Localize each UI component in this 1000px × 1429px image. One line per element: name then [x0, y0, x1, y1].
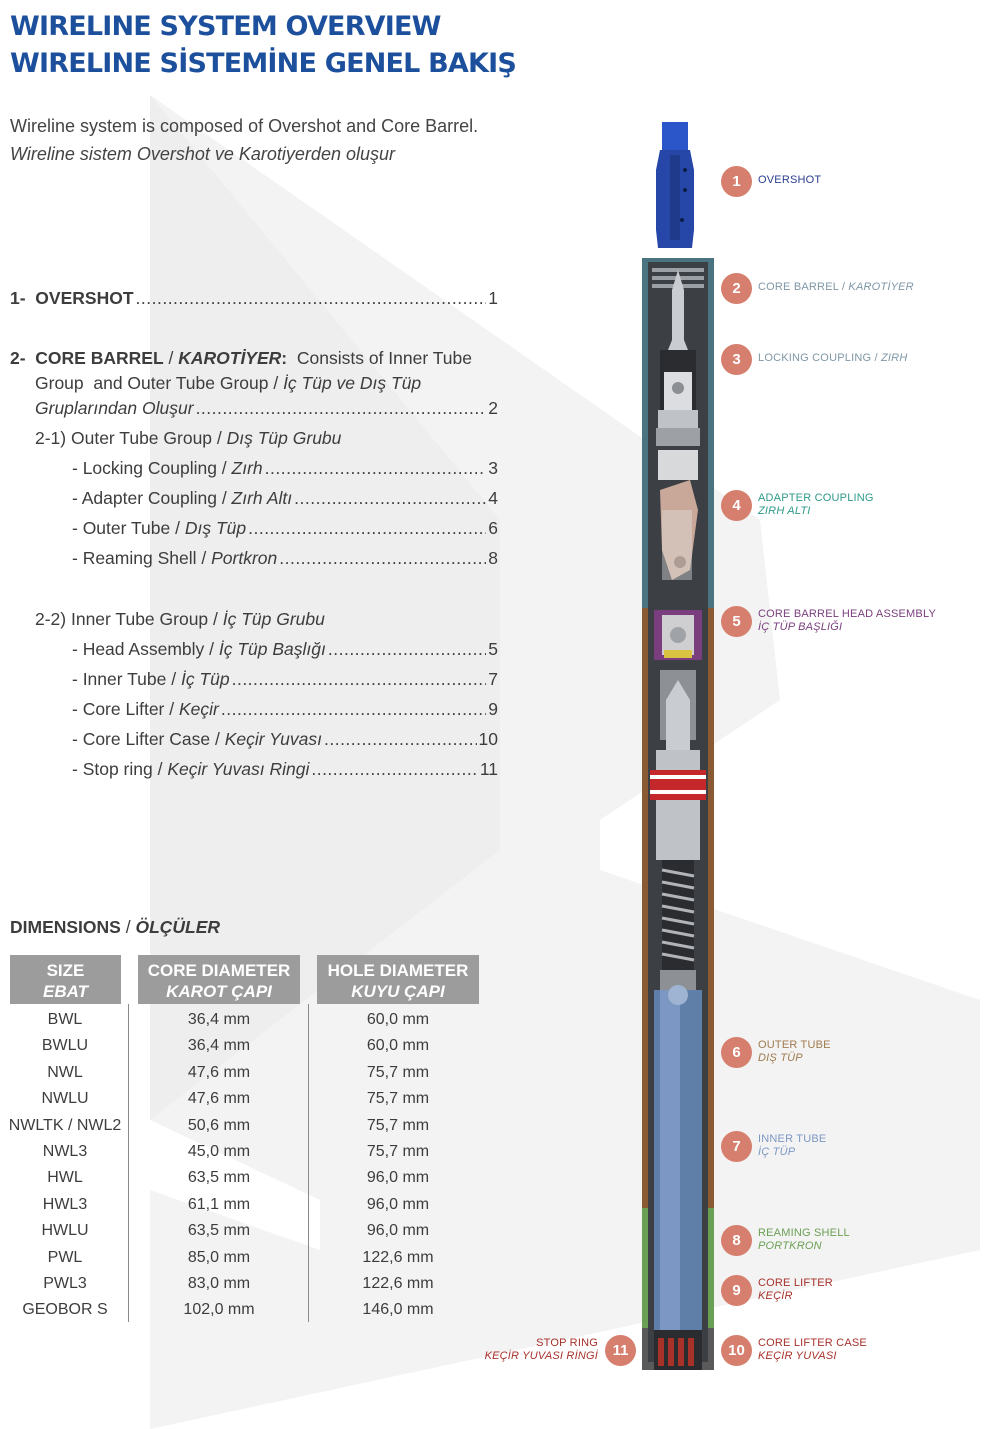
- size-cell: PWL3: [43, 1275, 87, 1292]
- toc-item-label-tr: Keçir Yuvası Ringi: [167, 759, 310, 779]
- leader-dots: [221, 699, 486, 720]
- header-en: CORE DIAMETER: [147, 961, 291, 980]
- title-en: WIRELINE SYSTEM OVERVIEW: [10, 11, 441, 42]
- overshot-illustration: [656, 122, 694, 248]
- header-tr: KUYU ÇAPI: [351, 982, 445, 1001]
- size-cell: NWLU: [41, 1090, 89, 1108]
- toc-page: 7: [488, 669, 498, 689]
- part-label-9: [758, 1277, 833, 1303]
- size-cell: BWL: [47, 1011, 83, 1028]
- core-diameter-cell: 63,5 mm: [187, 1222, 251, 1240]
- toc-item: [72, 488, 498, 509]
- hole-diameter-cell: 60,0 mm: [366, 1011, 430, 1028]
- part-label-en: CORE LIFTER: [758, 1277, 833, 1289]
- toc-item: [72, 518, 498, 539]
- toc-desc-tr: Gruplarından Oluşur: [35, 398, 194, 418]
- hole-diameter-cell: 75,7 mm: [366, 1063, 430, 1081]
- core-diameter-cell: 83,0 mm: [187, 1275, 251, 1292]
- part-label-tr: ZIRH: [881, 352, 908, 364]
- size-cell: HWLU: [41, 1222, 89, 1240]
- size-cell: BWLU: [41, 1037, 89, 1055]
- part-label-en: OVERSHOT: [758, 174, 822, 186]
- toc-item: [72, 669, 498, 690]
- part-marker-5: 5: [721, 606, 752, 637]
- part-label-tr: İÇ TÜP: [758, 1146, 796, 1158]
- toc-item-label-tr: Portkron: [211, 548, 278, 568]
- part-marker-4: 4: [721, 490, 752, 521]
- part-label-en: OUTER TUBE: [758, 1039, 831, 1051]
- part-label-5: [758, 608, 936, 634]
- toc-item-label-tr: Keçir Yuvası: [224, 729, 322, 749]
- toc-page: 1: [488, 288, 498, 308]
- intro-en: Wireline system is composed of Overshot and Core Barrel.: [10, 116, 479, 136]
- part-label-en: REAMING SHELL: [758, 1227, 850, 1239]
- part-label-tr: PORTKRON: [758, 1240, 822, 1252]
- part-label-8: [758, 1227, 850, 1253]
- core-diameter-cell: 63,5 mm: [187, 1169, 251, 1187]
- leader-dots: [328, 639, 486, 660]
- intro-tr: Wireline sistem Overshot ve Karotiyerden oluşur: [10, 144, 395, 164]
- leader-dots: [232, 669, 487, 690]
- toc-page: 3: [488, 458, 498, 478]
- toc-group-label: 2-2) Inner Tube Group /: [35, 609, 223, 629]
- part-label-tr: İÇ TÜP BAŞLIĞI: [758, 621, 843, 633]
- toc-item-label-tr: Dış Tüp: [184, 518, 247, 538]
- toc-label-tr: KAROTİYER: [178, 348, 282, 368]
- toc-item-label-tr: İç Tüp Başlığı: [218, 639, 326, 659]
- leader-dots: [136, 288, 487, 309]
- hole-diameter-cell: 75,7 mm: [366, 1116, 430, 1134]
- header-hole-diameter: [317, 955, 479, 1004]
- core-diameter-cell: 50,6 mm: [187, 1116, 251, 1134]
- hole-diameter-cell: 60,0 mm: [366, 1037, 430, 1055]
- part-label-tr: DIŞ TÜP: [758, 1052, 803, 1064]
- toc-item: [72, 458, 498, 479]
- toc-item: [72, 699, 498, 720]
- hole-diameter-cell: 122,6 mm: [362, 1275, 434, 1292]
- size-cell: NWL3: [42, 1143, 88, 1160]
- part-label-1: [758, 174, 821, 187]
- part-marker-11: 11: [605, 1335, 636, 1366]
- header-tr: KAROT ÇAPI: [166, 982, 272, 1001]
- leader-dots: [311, 759, 477, 780]
- part-label-tr: ZIRH ALTI: [758, 505, 811, 517]
- header-en: SIZE: [46, 961, 85, 980]
- dimensions-sep: /: [120, 917, 136, 937]
- size-cell: GEOBOR S: [22, 1301, 108, 1319]
- core-diameter-cell: 102,0 mm: [183, 1301, 255, 1319]
- toc-page: 4: [488, 488, 498, 508]
- dimensions-title-tr: ÖLÇÜLER: [135, 917, 221, 937]
- toc-group-label: 2-1) Outer Tube Group /: [35, 428, 227, 448]
- column-divider: [308, 1004, 309, 1322]
- leader-dots: [279, 548, 486, 569]
- part-label-en: CORE BARREL HEAD ASSEMBLY: [758, 608, 936, 620]
- size-cell: HWL3: [42, 1195, 88, 1213]
- part-label-en: CORE LIFTER CASE: [758, 1337, 867, 1349]
- toc-core-barrel-line3: [35, 398, 498, 419]
- part-marker-3: 3: [721, 344, 752, 375]
- part-marker-6: 6: [721, 1037, 752, 1068]
- size-cell: PWL: [47, 1248, 83, 1266]
- toc-page: 8: [488, 548, 498, 568]
- core-diameter-cell: 47,6 mm: [187, 1090, 251, 1108]
- toc-num: 2-: [10, 348, 26, 368]
- dimensions-title: [10, 917, 220, 938]
- toc-item-label-tr: Keçir: [178, 699, 219, 719]
- toc-page: 11: [479, 759, 498, 779]
- part-label-en: ADAPTER COUPLING: [758, 492, 874, 504]
- toc-item: [72, 639, 498, 660]
- intro: [10, 112, 478, 168]
- core-diameter-cell: 36,4 mm: [187, 1011, 251, 1028]
- part-label-4: [758, 492, 874, 518]
- toc-item-label: - Core Lifter Case /: [72, 729, 225, 749]
- size-cell: HWL: [47, 1169, 83, 1187]
- part-label-11: [485, 1337, 598, 1363]
- part-marker-7: 7: [721, 1131, 752, 1162]
- toc-overshot: [10, 288, 498, 309]
- part-marker-9: 9: [721, 1275, 752, 1306]
- toc-page: 6: [488, 518, 498, 538]
- hole-diameter-cell: 96,0 mm: [366, 1195, 430, 1213]
- toc-item-label-tr: İç Tüp: [180, 669, 230, 689]
- leader-dots: [196, 398, 487, 419]
- part-label-en: CORE BARREL /: [758, 281, 849, 293]
- toc-item-label-tr: Zırh Altı: [231, 488, 293, 508]
- hole-diameter-cell: 122,6 mm: [362, 1248, 434, 1266]
- leader-dots: [265, 458, 487, 479]
- toc-item: [72, 548, 498, 569]
- toc-item-label: - Outer Tube /: [72, 518, 185, 538]
- part-label-7: [758, 1133, 826, 1159]
- toc-desc-tr: İç Tüp ve Dış Tüp: [283, 373, 422, 393]
- part-marker-10: 10: [721, 1335, 752, 1366]
- hole-diameter-cell: 146,0 mm: [362, 1301, 434, 1319]
- toc-outer-group: [35, 428, 341, 449]
- part-label-en: STOP RING: [536, 1337, 598, 1349]
- header-tr: EBAT: [42, 982, 88, 1001]
- part-label-tr: KEÇİR YUVASI: [758, 1350, 837, 1362]
- part-label-en: INNER TUBE: [758, 1133, 827, 1145]
- part-label-tr: KAROTİYER: [848, 281, 914, 293]
- toc-item: [72, 729, 498, 750]
- size-cell: NWLTK / NWL2: [8, 1116, 122, 1134]
- toc-desc: Group and Outer Tube Group /: [35, 373, 284, 393]
- toc-label: OVERSHOT: [35, 288, 134, 308]
- column-divider: [128, 1004, 129, 1322]
- toc-page: 10: [478, 729, 498, 749]
- hole-diameter-cell: 75,7 mm: [366, 1143, 430, 1160]
- leader-dots: [324, 729, 477, 750]
- core-diameter-cell: 47,6 mm: [187, 1063, 251, 1081]
- toc-item-label: - Adapter Coupling /: [72, 488, 232, 508]
- dimensions-title-en: DIMENSIONS: [10, 917, 121, 937]
- toc-group-label-tr: İç Tüp Grubu: [222, 609, 325, 629]
- toc-page: 5: [488, 639, 498, 659]
- core-diameter-cell: 45,0 mm: [187, 1143, 251, 1160]
- part-label-2: [758, 281, 914, 294]
- toc-item-label: - Core Lifter /: [72, 699, 179, 719]
- toc-num: 1-: [10, 288, 26, 308]
- toc-item: [72, 759, 498, 780]
- header-en: HOLE DIAMETER: [327, 961, 469, 980]
- toc-sep: /: [163, 348, 179, 368]
- toc-inner-group: [35, 609, 325, 630]
- size-cell: NWL: [47, 1063, 83, 1081]
- part-label-10: [758, 1337, 867, 1363]
- toc-colon: :: [281, 348, 288, 368]
- title-tr: WIRELINE SİSTEMİNE GENEL BAKIŞ: [10, 48, 517, 79]
- core-diameter-cell: 85,0 mm: [187, 1248, 251, 1266]
- part-label-3: [758, 352, 907, 365]
- hole-diameter-cell: 96,0 mm: [366, 1169, 430, 1187]
- toc-item-label: - Locking Coupling /: [72, 458, 232, 478]
- toc-item-label: - Head Assembly /: [72, 639, 219, 659]
- toc-group-label-tr: Dış Tüp Grubu: [226, 428, 342, 448]
- leader-dots: [294, 488, 486, 509]
- toc-item-label: - Stop ring /: [72, 759, 168, 779]
- leader-dots: [248, 518, 486, 539]
- core-diameter-cell: 36,4 mm: [187, 1037, 251, 1055]
- toc-page: 2: [488, 398, 498, 418]
- toc-label: CORE BARREL: [35, 348, 164, 368]
- part-label-6: [758, 1039, 831, 1065]
- toc-item-label: - Inner Tube /: [72, 669, 181, 689]
- core-diameter-cell: 61,1 mm: [187, 1195, 251, 1213]
- part-label-tr: KEÇİR: [758, 1290, 793, 1302]
- part-label-en: LOCKING COUPLING /: [758, 352, 881, 364]
- page-title: [10, 8, 516, 82]
- toc-page: 9: [488, 699, 498, 719]
- part-marker-1: 1: [721, 166, 752, 197]
- header-core-diameter: [138, 955, 300, 1004]
- toc-item-label-tr: Zırh: [231, 458, 263, 478]
- part-marker-2: 2: [721, 273, 752, 304]
- hole-diameter-cell: 75,7 mm: [366, 1090, 430, 1108]
- toc-core-barrel-line1: [10, 348, 498, 369]
- hole-diameter-cell: 96,0 mm: [366, 1222, 430, 1240]
- part-marker-8: 8: [721, 1225, 752, 1256]
- part-label-tr: KEÇİR YUVASI RİNGİ: [484, 1350, 598, 1362]
- toc-item-label: - Reaming Shell /: [72, 548, 212, 568]
- header-size: [10, 955, 121, 1004]
- toc-core-barrel-line2: [35, 373, 421, 394]
- toc-desc: Consists of Inner Tube: [296, 348, 472, 368]
